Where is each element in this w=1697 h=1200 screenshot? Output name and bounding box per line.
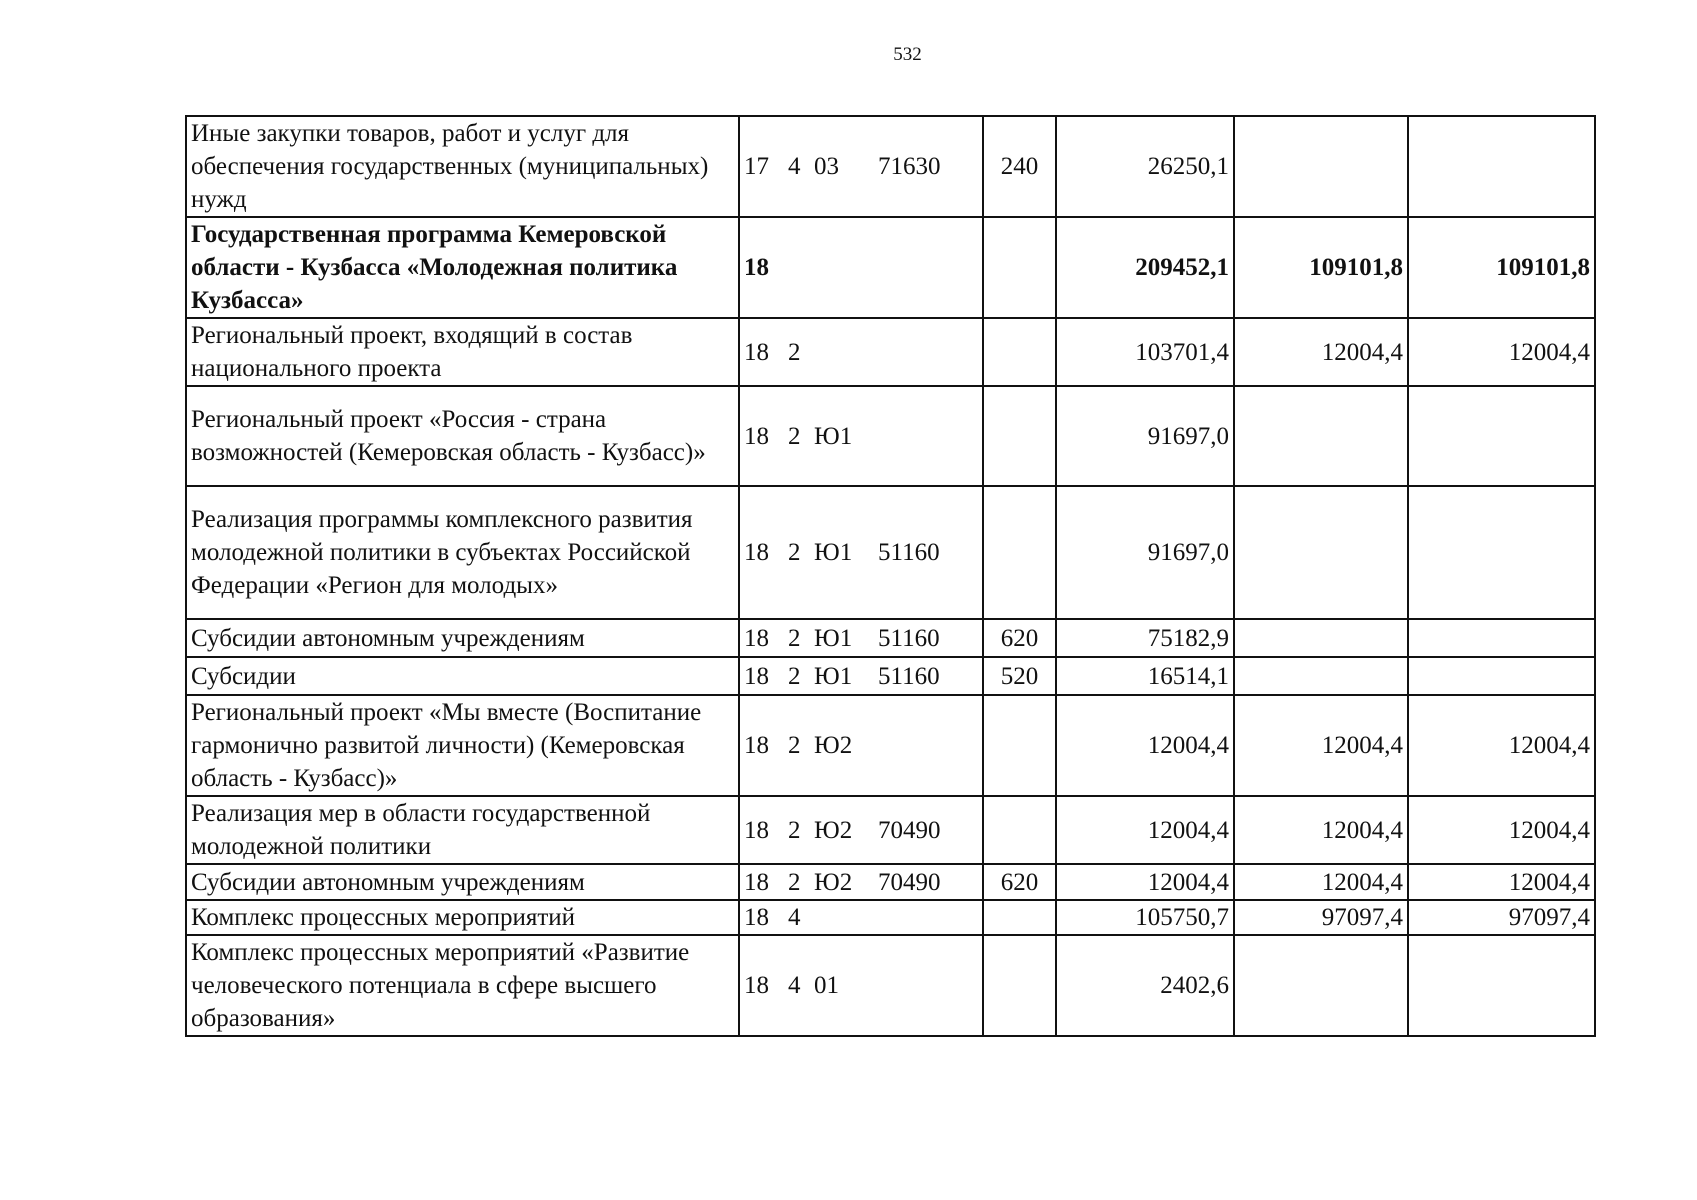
code-part: 70490 (878, 816, 941, 844)
row-code-cell (739, 796, 983, 864)
row-name-cell: Региональный проект «Мы вместе (Воспитание гармонично развитой личности) (Кемеровская область - Кузбасс)» (186, 695, 739, 796)
row-amount-cell-2 (1234, 386, 1408, 486)
code-part: Ю1 (814, 624, 853, 652)
code-part: Ю1 (814, 422, 853, 450)
row-name-cell: Субсидии (186, 657, 739, 695)
row-expense-type-cell: 620 (983, 864, 1056, 900)
row-name-cell: Государственная программа Кемеровской области - Кузбасса «Молодежная политика Кузбасса» (186, 217, 739, 318)
table-row (186, 318, 1595, 386)
table-row (186, 864, 1595, 900)
row-amount-cell-2 (1234, 619, 1408, 657)
row-amount-cell-1: 105750,7 (1056, 900, 1234, 935)
table-row (186, 486, 1595, 619)
row-amount-cell-1: 91697,0 (1056, 386, 1234, 486)
row-code-cell (739, 619, 983, 657)
code-part: 18 (744, 868, 769, 896)
table-row (186, 695, 1595, 796)
table-row (186, 900, 1595, 935)
code-part: 18 (744, 624, 769, 652)
code-part: 51160 (878, 539, 940, 566)
code-part: 2 (788, 422, 801, 450)
code-part: Ю2 (814, 732, 853, 759)
table-row (186, 217, 1595, 318)
page-number: 532 (893, 44, 922, 65)
code-part: 51160 (878, 662, 940, 690)
row-amount-cell-3: 12004,4 (1408, 695, 1595, 796)
code-part: Ю1 (814, 539, 853, 566)
code-part: 4 (788, 153, 801, 180)
code-part: Ю2 (814, 816, 853, 844)
row-expense-type-cell (983, 935, 1056, 1036)
code-part: 18 (744, 732, 769, 759)
row-code-cell (739, 657, 983, 695)
row-name-cell: Реализация мер в области государственной молодежной политики (186, 796, 739, 864)
row-expense-type-cell (983, 486, 1056, 619)
row-amount-cell-1: 12004,4 (1056, 796, 1234, 864)
row-amount-cell-2: 12004,4 (1234, 796, 1408, 864)
code-part: 70490 (878, 868, 941, 896)
row-expense-type-cell (983, 386, 1056, 486)
row-amount-cell-1: 26250,1 (1056, 116, 1234, 217)
row-code-cell (739, 695, 983, 796)
table-row (186, 619, 1595, 657)
row-amount-cell-2: 12004,4 (1234, 318, 1408, 386)
code-part: 18 (744, 338, 769, 366)
table-row (186, 796, 1595, 864)
row-name-cell: Региональный проект «Россия - страна возможностей (Кемеровская область - Кузбасс)» (186, 386, 739, 486)
row-amount-cell-3: 12004,4 (1408, 318, 1595, 386)
code-part: 2 (788, 732, 801, 759)
row-name-cell: Субсидии автономным учреждениям (186, 619, 739, 657)
code-part: 2 (788, 539, 801, 566)
code-part: 2 (788, 338, 801, 366)
code-part: 18 (744, 539, 769, 566)
row-amount-cell-1: 103701,4 (1056, 318, 1234, 386)
code-part: 18 (744, 254, 769, 281)
row-expense-type-cell: 520 (983, 657, 1056, 695)
row-name-cell: Субсидии автономным учреждениям (186, 864, 739, 900)
row-name-cell: Реализация программы комплексного развития молодежной политики в субъектах Российской Федерации «Регион для молодых» (186, 486, 739, 619)
row-amount-cell-1: 12004,4 (1056, 695, 1234, 796)
row-code-cell (739, 116, 983, 217)
row-amount-cell-1: 75182,9 (1056, 619, 1234, 657)
code-part: Ю1 (814, 662, 853, 690)
row-amount-cell-1: 209452,1 (1056, 217, 1234, 318)
row-expense-type-cell (983, 217, 1056, 318)
code-part: 18 (744, 904, 769, 931)
row-amount-cell-3: 97097,4 (1408, 900, 1595, 935)
row-amount-cell-3: 109101,8 (1408, 217, 1595, 318)
row-amount-cell-1: 2402,6 (1056, 935, 1234, 1036)
code-part: 18 (744, 816, 769, 844)
code-part: 18 (744, 422, 769, 450)
row-amount-cell-2 (1234, 486, 1408, 619)
row-amount-cell-2 (1234, 935, 1408, 1036)
row-name-cell: Комплекс процессных мероприятий (186, 900, 739, 935)
row-amount-cell-3 (1408, 386, 1595, 486)
code-part: 51160 (878, 624, 940, 652)
code-part: 4 (788, 904, 801, 931)
row-amount-cell-2: 12004,4 (1234, 864, 1408, 900)
row-expense-type-cell (983, 318, 1056, 386)
row-code-cell (739, 217, 983, 318)
row-expense-type-cell (983, 695, 1056, 796)
row-name-cell: Комплекс процессных мероприятий «Развитие человеческого потенциала в сфере высшего образования» (186, 935, 739, 1036)
code-part: 01 (814, 972, 839, 999)
code-part: 03 (814, 153, 839, 180)
row-amount-cell-3 (1408, 935, 1595, 1036)
row-amount-cell-1: 12004,4 (1056, 864, 1234, 900)
code-part: 2 (788, 816, 801, 844)
table-row (186, 386, 1595, 486)
code-part: 2 (788, 868, 801, 896)
table-row (186, 116, 1595, 217)
row-amount-cell-3 (1408, 657, 1595, 695)
row-amount-cell-3 (1408, 486, 1595, 619)
row-amount-cell-2: 109101,8 (1234, 217, 1408, 318)
code-part: 17 (744, 153, 769, 180)
row-amount-cell-1: 16514,1 (1056, 657, 1234, 695)
row-amount-cell-3: 12004,4 (1408, 796, 1595, 864)
row-amount-cell-1: 91697,0 (1056, 486, 1234, 619)
code-part: 18 (744, 662, 769, 690)
table-row (186, 935, 1595, 1036)
row-expense-type-cell (983, 796, 1056, 864)
row-amount-cell-3: 12004,4 (1408, 864, 1595, 900)
row-code-cell (739, 386, 983, 486)
row-amount-cell-2 (1234, 116, 1408, 217)
row-amount-cell-3 (1408, 116, 1595, 217)
row-code-cell (739, 864, 983, 900)
row-code-cell (739, 935, 983, 1036)
code-part: Ю2 (814, 868, 853, 896)
row-amount-cell-2: 12004,4 (1234, 695, 1408, 796)
row-expense-type-cell: 620 (983, 619, 1056, 657)
code-part: 71630 (878, 153, 941, 180)
row-amount-cell-2: 97097,4 (1234, 900, 1408, 935)
code-part: 2 (788, 662, 801, 690)
code-part: 18 (744, 972, 769, 999)
budget-table (185, 115, 1596, 1037)
row-code-cell (739, 318, 983, 386)
table-row (186, 657, 1595, 695)
row-amount-cell-3 (1408, 619, 1595, 657)
row-amount-cell-2 (1234, 657, 1408, 695)
code-part: 2 (788, 624, 801, 652)
row-expense-type-cell (983, 900, 1056, 935)
row-code-cell (739, 486, 983, 619)
code-part: 4 (788, 972, 801, 999)
row-name-cell: Региональный проект, входящий в состав национального проекта (186, 318, 739, 386)
row-name-cell: Иные закупки товаров, работ и услуг для обеспечения государственных (муниципальных) нужд (186, 116, 739, 217)
row-code-cell (739, 900, 983, 935)
row-expense-type-cell: 240 (983, 116, 1056, 217)
